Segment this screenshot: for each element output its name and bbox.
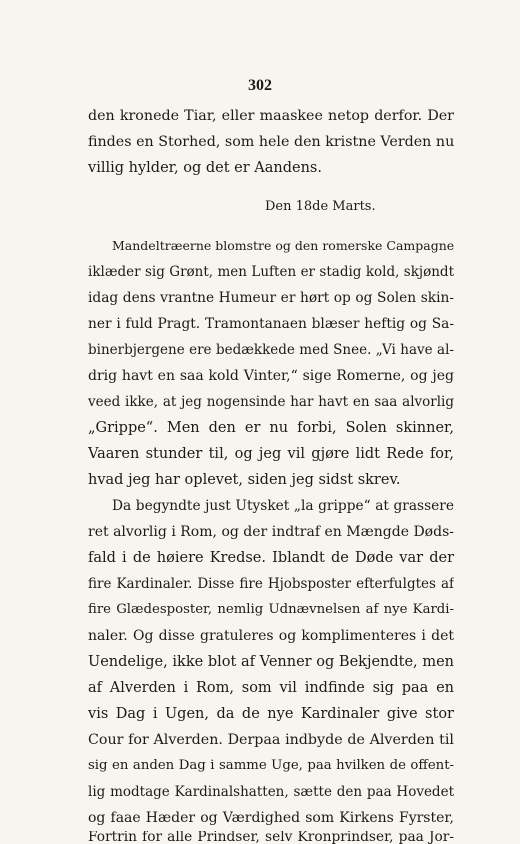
text-line: den kronede Tiar, eller maaskee netop derfor. Der: [88, 108, 454, 124]
text-line: Vaaren stunder til, og jeg vil gjøre lidt Rede for,: [88, 446, 454, 462]
text-line: ner i fuld Pragt. Tramontanaen blæser heftig og Sa-: [88, 316, 454, 332]
text-line: binerbjergene ere bedækkede med Snee. „Vi have al-: [88, 342, 454, 358]
text-line: af Alverden i Rom, som vil indfinde sig paa en: [88, 680, 454, 696]
text-line: Da begyndte just Utysket „la grippe“ at grassere: [112, 498, 454, 514]
text-line: ret alvorlig i Rom, og der indtraf en Mængde Døds-: [88, 524, 454, 540]
text-line: „Grippe“. Men den er nu forbi, Solen skinner,: [88, 420, 454, 436]
text-line: villig hylder, og det er Aandens.: [88, 160, 322, 176]
page-number: 302: [248, 77, 272, 94]
text-line: drig havt en saa kold Vinter,“ sige Romerne, og jeg: [88, 368, 454, 384]
text-line: Mandeltræerne blomstre og den romerske Campagne: [112, 238, 454, 253]
text-line: idag dens vrantne Humeur er hørt op og Solen skin-: [88, 290, 454, 306]
text-line: fire Glædesposter, nemlig Udnævnelsen af nye Kardi-: [88, 602, 454, 617]
text-line: veed ikke, at jeg nogensinde har havt en saa alvorlig: [88, 394, 454, 410]
text-line: findes en Storhed, som hele den kristne Verden nu: [88, 134, 454, 150]
text-line: naler. Og disse gratuleres og komplimenteres i det: [88, 628, 454, 644]
dateline: Den 18de Marts.: [265, 199, 376, 214]
text-line: Cour for Alverden. Derpaa indbyde de Alverden til: [88, 732, 454, 748]
text-line: hvad jeg har oplevet, siden jeg sidst skrev.: [88, 472, 401, 488]
text-line: sig en anden Dag i samme Uge, paa hvilken de offent-: [88, 758, 454, 773]
text-line: Uendelige, ikke blot af Venner og Bekjendte, men: [88, 654, 454, 670]
text-line: fald i de høiere Kredse. Iblandt de Døde var der: [88, 550, 454, 566]
text-line: og faae Hæder og Værdighed som Kirkens Fyrster,: [88, 810, 454, 826]
text-line: lig modtage Kardinalshatten, sætte den paa Hovedet: [88, 784, 454, 800]
text-line: Fortrin for alle Prindser, selv Kronprindser, paa Jor-: [88, 831, 454, 844]
text-line: vis Dag i Ugen, da de nye Kardinaler give stor: [88, 706, 454, 722]
text-line: fire Kardinaler. Disse fire Hjobsposter efterfulgtes af: [88, 576, 454, 592]
text-line: iklæder sig Grønt, men Luften er stadig kold, skjøndt: [88, 264, 454, 280]
